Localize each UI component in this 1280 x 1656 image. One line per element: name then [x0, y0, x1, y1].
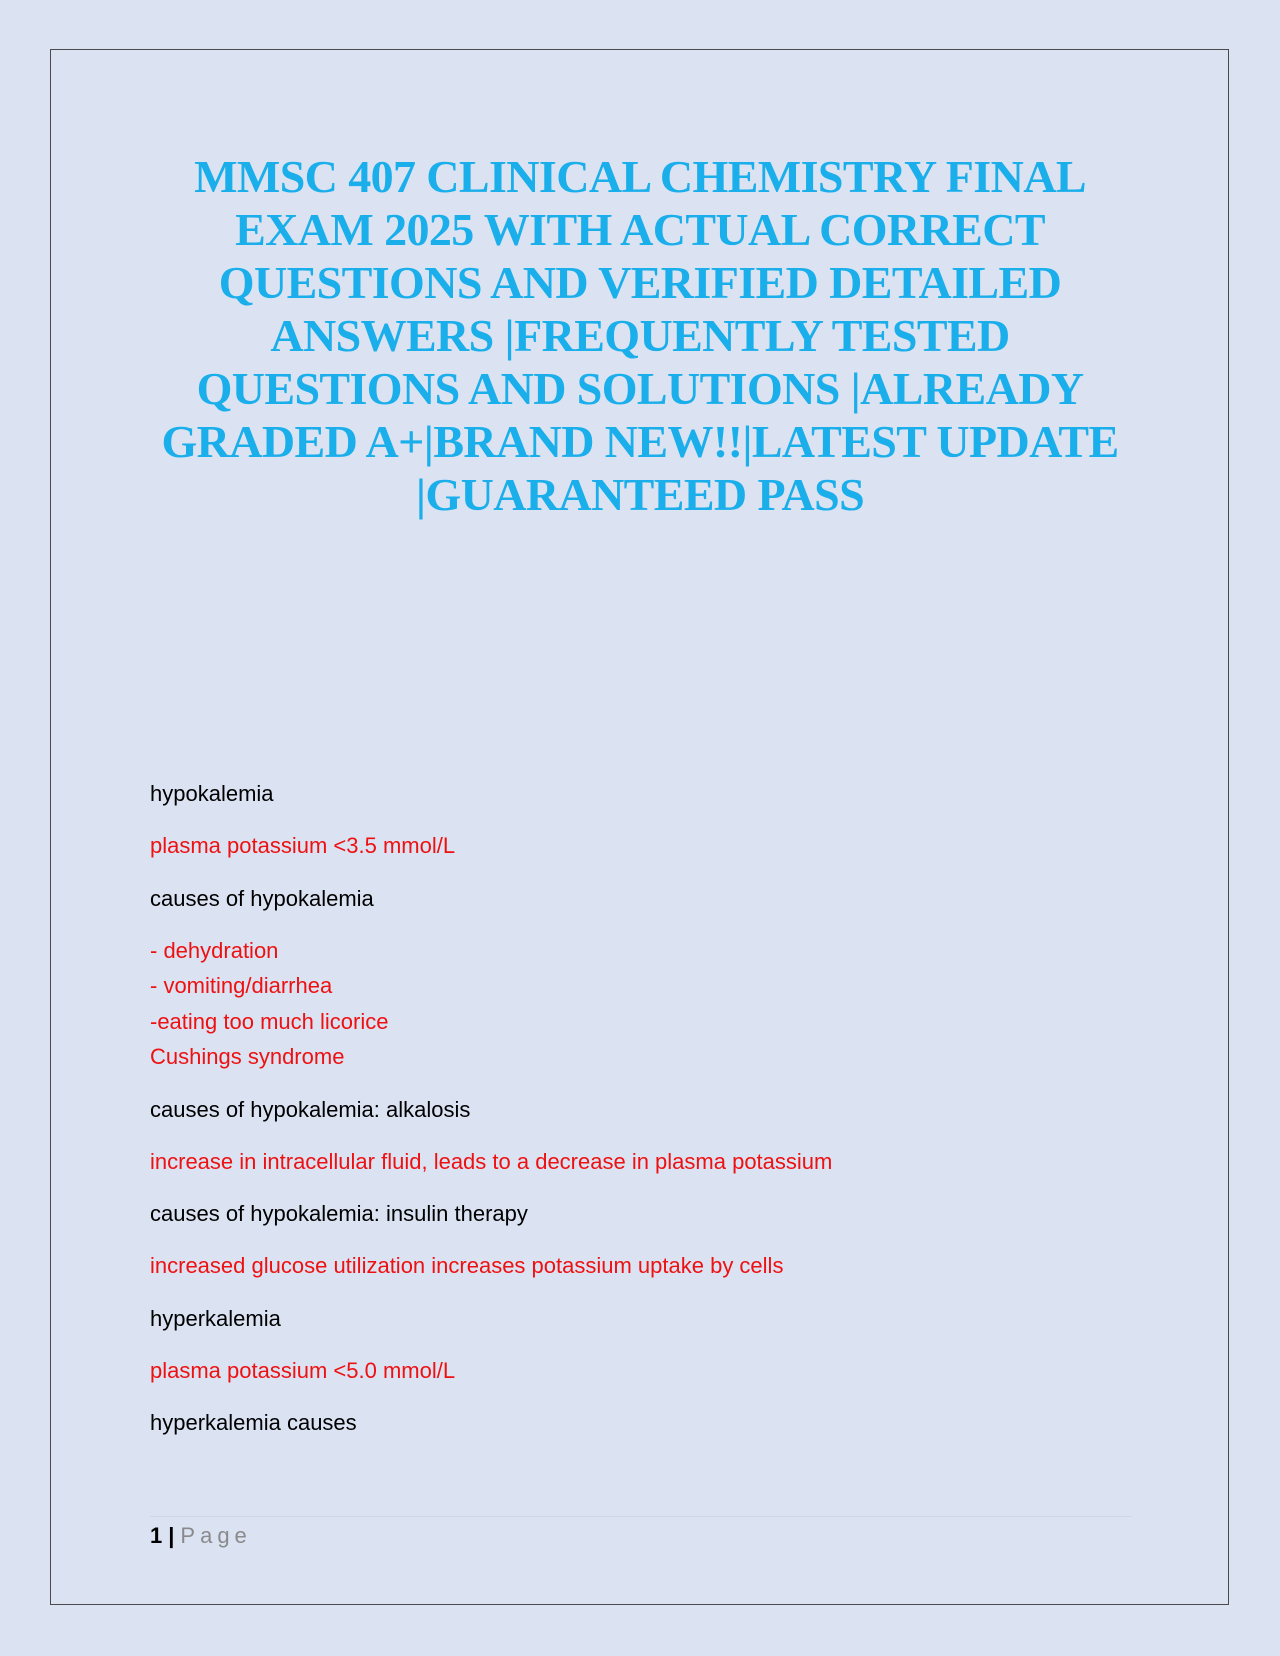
document-title [150, 150, 1130, 521]
term-insulin-therapy: causes of hypokalemia: insulin therapy [150, 1201, 528, 1226]
definition-line: plasma potassium <5.0 mmol/L [150, 1357, 456, 1383]
title-line: ANSWERS |FREQUENTLY TESTED [270, 310, 1010, 361]
title-line: |GUARANTEED PASS [415, 469, 865, 520]
page-label: Page [180, 1523, 252, 1548]
term-hypokalemia: hypokalemia [150, 781, 274, 806]
term-hyperkalemia: hyperkalemia [150, 1305, 281, 1331]
page-footer [150, 1520, 252, 1552]
title-line: QUESTIONS AND VERIFIED DETAILED [218, 257, 1062, 308]
term-alkalosis: causes of hypokalemia: alkalosis [150, 1096, 471, 1122]
definition-hyperkalemia [150, 1353, 1130, 1389]
definition-alkalosis [150, 1144, 1130, 1180]
definition-line: increase in intracellular fluid, leads to a decrease in plasma potassium [150, 1148, 833, 1174]
title-line: GRADED A+|BRAND NEW!!|LATEST UPDATE [161, 416, 1119, 467]
definition-line: - vomiting/diarrhea [150, 973, 333, 998]
definition-line: - dehydration [150, 937, 279, 963]
flashcard-list [150, 776, 1130, 1457]
definition-line: plasma potassium <3.5 mmol/L [150, 833, 456, 858]
definition-line: increased glucose utilization increases potassium uptake by cells [150, 1253, 784, 1278]
footer-divider [150, 1516, 1132, 1517]
definition-line: Cushings syndrome [150, 1044, 345, 1069]
footer-separator: | [168, 1523, 175, 1548]
title-line: EXAM 2025 WITH ACTUAL CORRECT [235, 204, 1045, 255]
definition-insulin-therapy [150, 1248, 1130, 1284]
title-line: MMSC 407 CLINICAL CHEMISTRY FINAL [194, 151, 1086, 202]
definition-causes-of-hypokalemia [150, 933, 1130, 1075]
term-hyperkalemia-causes: hyperkalemia causes [150, 1410, 357, 1435]
term-causes-of-hypokalemia: causes of hypokalemia [150, 885, 374, 911]
definition-hypokalemia [150, 828, 1130, 864]
title-line: QUESTIONS AND SOLUTIONS |ALREADY [196, 363, 1084, 414]
definition-line: -eating too much licorice [150, 1008, 389, 1034]
page-number: 1 [150, 1523, 163, 1548]
